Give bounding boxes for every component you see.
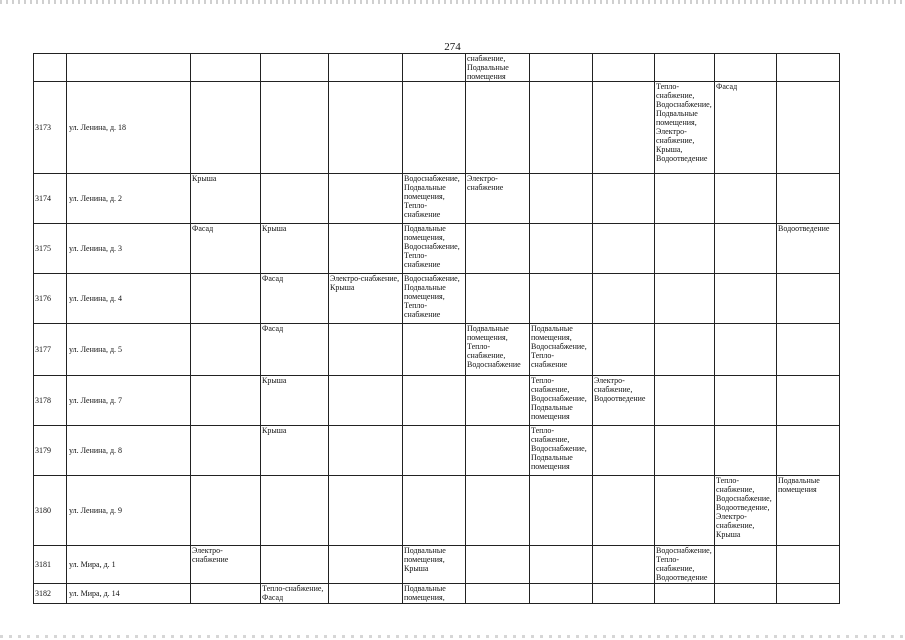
work-text-line: Водоснабжение — [467, 360, 521, 369]
work-cell — [530, 584, 593, 604]
work-text-line: Тепло- — [656, 555, 680, 564]
work-cell — [593, 476, 655, 546]
work-text-line: Электро- — [594, 376, 625, 385]
work-cell — [466, 224, 530, 274]
work-cell — [466, 274, 530, 324]
table-row — [34, 476, 840, 546]
work-cell — [466, 54, 530, 82]
work-text-line: снабжение — [404, 310, 441, 319]
work-text-line: Подвальные — [404, 283, 446, 292]
work-text-line: снабжение, — [467, 351, 506, 360]
work-text-line: Водоотведение — [594, 394, 646, 403]
work-cell — [403, 376, 466, 426]
work-cell — [530, 274, 593, 324]
work-cell — [777, 584, 840, 604]
row-address: ул. Ленина, д. 7 — [67, 376, 191, 426]
work-cell — [777, 426, 840, 476]
work-text-line: Подвальные — [656, 109, 698, 118]
work-text-line: снабжение — [404, 260, 441, 269]
work-cell — [261, 174, 329, 224]
work-cell — [191, 376, 261, 426]
work-text-line: снабжение, — [467, 54, 506, 63]
work-text-line: снабжение, — [656, 91, 695, 100]
work-cell — [655, 476, 715, 546]
work-cell — [655, 546, 715, 584]
row-number: 3178 — [34, 376, 67, 426]
work-cell — [777, 82, 840, 174]
work-cell — [715, 584, 777, 604]
row-number — [34, 54, 67, 82]
work-text-line: Тепло- — [716, 476, 740, 485]
work-text-line: Водоснабжение, — [404, 174, 460, 183]
work-text-line: снабжение, — [531, 435, 570, 444]
work-text-line: помещения — [467, 72, 506, 81]
row-number: 3174 — [34, 174, 67, 224]
work-text-line: помещения, — [467, 333, 508, 342]
work-cell — [715, 224, 777, 274]
work-text-line: Крыша — [716, 530, 741, 539]
work-cell — [777, 274, 840, 324]
work-text-line: Водоснабжение, — [404, 242, 460, 251]
row-number: 3179 — [34, 426, 67, 476]
scan-edge-bottom — [0, 635, 905, 638]
work-cell — [655, 54, 715, 82]
row-address: ул. Мира, д. 14 — [67, 584, 191, 604]
work-text-line: Тепло- — [404, 201, 428, 210]
row-address: ул. Ленина, д. 18 — [67, 82, 191, 174]
work-text-line: Фасад — [262, 324, 284, 333]
work-cell — [329, 376, 403, 426]
row-number: 3173 — [34, 82, 67, 174]
work-text-line: Тепло- — [467, 342, 491, 351]
work-cell — [530, 476, 593, 546]
work-cell — [403, 476, 466, 546]
work-text-line: Подвальные — [531, 324, 573, 333]
table-row — [34, 584, 840, 604]
work-cell — [329, 82, 403, 174]
work-text-line: Водоотведение, — [716, 503, 770, 512]
work-cell — [655, 426, 715, 476]
work-text-line: Тепло- — [531, 351, 555, 360]
work-cell — [777, 54, 840, 82]
work-text-line: помещения — [531, 412, 570, 421]
row-number: 3176 — [34, 274, 67, 324]
work-text-line: Подвальные — [404, 546, 446, 555]
work-cell — [261, 376, 329, 426]
work-cell — [593, 174, 655, 224]
work-text-line: Подвальные — [467, 63, 509, 72]
work-cell — [715, 274, 777, 324]
work-cell — [655, 274, 715, 324]
work-cell — [777, 224, 840, 274]
work-cell — [466, 324, 530, 376]
work-cell — [715, 546, 777, 584]
row-address: ул. Ленина, д. 9 — [67, 476, 191, 546]
work-cell — [530, 82, 593, 174]
work-text-line: помещения, — [404, 233, 445, 242]
work-cell — [466, 174, 530, 224]
work-text-line: помещения, — [656, 118, 697, 127]
work-cell — [329, 426, 403, 476]
work-cell — [655, 376, 715, 426]
work-text-line: снабжение, — [656, 564, 695, 573]
work-text-line: Тепло- — [531, 376, 555, 385]
work-text-line: Фасад — [716, 82, 738, 91]
work-cell — [777, 174, 840, 224]
work-cell — [777, 546, 840, 584]
work-cell — [329, 174, 403, 224]
work-text-line: Подвальные — [404, 224, 446, 233]
work-text-line: Крыша — [192, 174, 217, 183]
work-text-line: снабжение — [404, 210, 441, 219]
work-cell — [329, 274, 403, 324]
work-cell — [593, 82, 655, 174]
work-text-line: Подвальные — [531, 453, 573, 462]
row-number: 3175 — [34, 224, 67, 274]
table-row — [34, 324, 840, 376]
work-text-line: Водоснабжение, — [531, 342, 587, 351]
work-cell — [403, 174, 466, 224]
work-cell — [403, 584, 466, 604]
work-text-line: Фасад — [262, 274, 284, 283]
work-cell — [777, 376, 840, 426]
work-cell — [329, 224, 403, 274]
table-row — [34, 376, 840, 426]
works-schedule-table — [33, 53, 840, 604]
work-cell — [261, 546, 329, 584]
row-address: ул. Ленина, д. 2 — [67, 174, 191, 224]
work-text-line: Водоснабжение, — [656, 100, 712, 109]
work-cell — [261, 584, 329, 604]
page-number: 274 — [444, 41, 461, 53]
work-text-line: Водоснабжение, — [404, 274, 460, 283]
work-text-line: помещения, — [404, 292, 445, 301]
work-cell — [261, 324, 329, 376]
work-text-line: Подвальные — [778, 476, 820, 485]
work-text-line: Крыша, — [656, 145, 683, 154]
work-text-line: помещения — [778, 485, 817, 494]
work-text-line: Водоснабжение, — [656, 546, 712, 555]
work-cell — [715, 426, 777, 476]
work-text-line: снабжение, — [656, 136, 695, 145]
row-number: 3177 — [34, 324, 67, 376]
work-text-line: Подвальные — [531, 403, 573, 412]
work-text-line: помещения, — [404, 555, 445, 564]
work-cell — [655, 324, 715, 376]
work-cell — [593, 546, 655, 584]
work-text-line: Водоотведение — [778, 224, 830, 233]
work-text-line: Крыша — [262, 376, 287, 385]
work-text-line: снабжение — [192, 555, 229, 564]
work-cell — [191, 324, 261, 376]
work-cell — [777, 476, 840, 546]
work-cell — [466, 476, 530, 546]
work-text-line: Тепло- — [656, 82, 680, 91]
work-cell — [593, 376, 655, 426]
work-text-line: Водоотведение — [656, 573, 708, 582]
work-cell — [403, 426, 466, 476]
table-row — [34, 82, 840, 174]
row-number: 3181 — [34, 546, 67, 584]
work-cell — [715, 476, 777, 546]
work-text-line: Тепло-снабжение, — [262, 584, 324, 593]
work-text-line: Электро- — [656, 127, 687, 136]
work-text-line: Крыша — [262, 426, 287, 435]
work-text-line: Электро-снабжение, — [330, 274, 400, 283]
work-cell — [715, 376, 777, 426]
work-cell — [593, 54, 655, 82]
table-row — [34, 274, 840, 324]
work-cell — [403, 224, 466, 274]
row-address — [67, 54, 191, 82]
work-cell — [530, 376, 593, 426]
work-text-line: Водоснабжение, — [531, 394, 587, 403]
work-text-line: снабжение, — [594, 385, 633, 394]
work-text-line: Подвальные — [404, 183, 446, 192]
work-text-line: Электро- — [716, 512, 747, 521]
row-address: ул. Ленина, д. 4 — [67, 274, 191, 324]
work-cell — [261, 476, 329, 546]
work-cell — [530, 174, 593, 224]
work-text-line: Водоотведение — [656, 154, 708, 163]
work-cell — [191, 546, 261, 584]
work-cell — [715, 174, 777, 224]
work-cell — [655, 584, 715, 604]
work-cell — [329, 324, 403, 376]
work-text-line: Крыша — [262, 224, 287, 233]
work-cell — [403, 546, 466, 584]
work-text-line: помещения, — [404, 593, 445, 602]
row-number: 3182 — [34, 584, 67, 604]
work-cell — [593, 274, 655, 324]
work-text-line: снабжение, — [716, 521, 755, 530]
work-cell — [403, 54, 466, 82]
row-address: ул. Ленина, д. 8 — [67, 426, 191, 476]
work-cell — [403, 82, 466, 174]
work-text-line: Фасад — [192, 224, 214, 233]
work-cell — [191, 224, 261, 274]
work-cell — [530, 224, 593, 274]
work-cell — [715, 324, 777, 376]
work-cell — [329, 584, 403, 604]
work-text-line: снабжение — [531, 360, 568, 369]
work-cell — [191, 274, 261, 324]
work-cell — [466, 426, 530, 476]
work-cell — [530, 426, 593, 476]
row-number: 3180 — [34, 476, 67, 546]
work-cell — [715, 82, 777, 174]
table-row — [34, 174, 840, 224]
work-cell — [593, 224, 655, 274]
work-cell — [191, 82, 261, 174]
work-text-line: помещения, — [531, 333, 572, 342]
work-text-line: Крыша — [404, 564, 429, 573]
work-text-line: помещения, — [404, 192, 445, 201]
work-cell — [715, 54, 777, 82]
table-row — [34, 426, 840, 476]
work-text-line: снабжение — [467, 183, 504, 192]
work-cell — [466, 82, 530, 174]
work-text-line: Электро- — [192, 546, 223, 555]
work-cell — [593, 324, 655, 376]
work-cell — [261, 54, 329, 82]
work-cell — [466, 584, 530, 604]
work-cell — [329, 54, 403, 82]
table-row — [34, 54, 840, 82]
work-cell — [191, 584, 261, 604]
work-cell — [261, 82, 329, 174]
row-address: ул. Мира, д. 1 — [67, 546, 191, 584]
work-cell — [329, 546, 403, 584]
work-text-line: Электро- — [467, 174, 498, 183]
work-cell — [261, 224, 329, 274]
work-cell — [530, 546, 593, 584]
work-text-line: Подвальные — [404, 584, 446, 593]
work-cell — [261, 274, 329, 324]
work-cell — [466, 546, 530, 584]
work-text-line: Водоснабжение, — [531, 444, 587, 453]
work-cell — [329, 476, 403, 546]
work-cell — [530, 324, 593, 376]
work-cell — [403, 324, 466, 376]
work-text-line: Тепло- — [531, 426, 555, 435]
row-address: ул. Ленина, д. 3 — [67, 224, 191, 274]
work-text-line: снабжение, — [716, 485, 755, 494]
work-cell — [777, 324, 840, 376]
work-cell — [191, 54, 261, 82]
work-cell — [655, 224, 715, 274]
work-text-line: Крыша — [330, 283, 355, 292]
work-text-line: снабжение, — [531, 385, 570, 394]
work-cell — [655, 82, 715, 174]
work-cell — [403, 274, 466, 324]
work-cell — [261, 426, 329, 476]
table-row — [34, 546, 840, 584]
row-address: ул. Ленина, д. 5 — [67, 324, 191, 376]
work-text-line: Фасад — [262, 593, 284, 602]
work-cell — [191, 426, 261, 476]
work-text-line: Тепло- — [404, 301, 428, 310]
work-cell — [191, 174, 261, 224]
work-cell — [530, 54, 593, 82]
scan-edge-top — [0, 0, 905, 4]
work-cell — [593, 584, 655, 604]
table-row — [34, 224, 840, 274]
work-text-line: Водоснабжение, — [716, 494, 772, 503]
work-cell — [466, 376, 530, 426]
work-text-line: помещения — [531, 462, 570, 471]
work-text-line: Тепло- — [404, 251, 428, 260]
work-cell — [593, 426, 655, 476]
work-text-line: Подвальные — [467, 324, 509, 333]
work-cell — [655, 174, 715, 224]
work-cell — [191, 476, 261, 546]
